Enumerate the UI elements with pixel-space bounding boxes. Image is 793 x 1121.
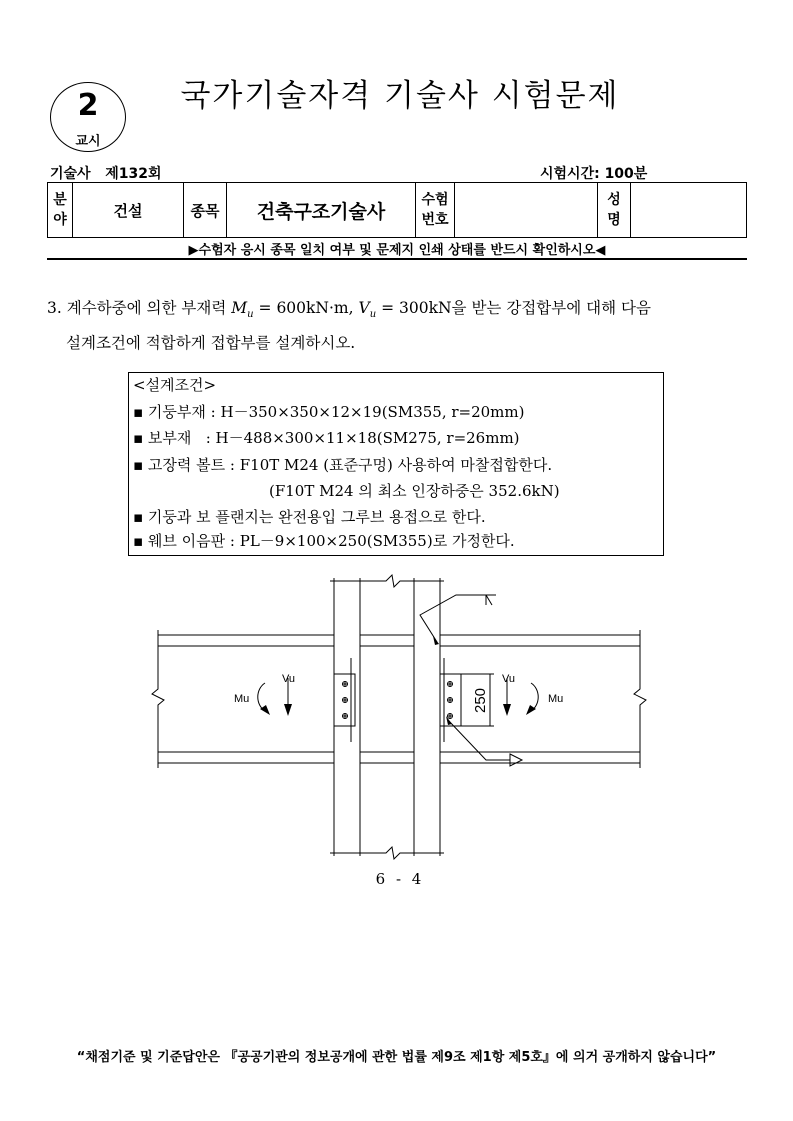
column-break-top <box>330 575 444 587</box>
exam-info-table <box>47 182 747 238</box>
moment-arrowhead-right <box>526 705 536 715</box>
category-value: 건축구조기술사 <box>227 183 416 238</box>
weld-symbol-bottom <box>510 754 522 766</box>
mu-subscript: u <box>247 309 254 321</box>
bolt-group-right <box>447 681 453 719</box>
connection-drawing <box>150 570 650 865</box>
conditions-title: <설계조건> <box>133 376 217 394</box>
header-divider <box>47 258 747 260</box>
field-label-bottom: 야 <box>53 212 67 228</box>
exam-number-label-bottom: 번호 <box>421 212 449 228</box>
vu-value: = 300kN <box>381 299 452 317</box>
field-label-cell <box>48 183 73 238</box>
dimension-label: 250 <box>472 687 489 713</box>
condition-beam: ▪ 보부재 : H－488×300×11×18(SM275, r=26mm) <box>133 429 520 447</box>
question-text-b: 을 받는 강접합부에 대해 다음 <box>451 299 651 317</box>
notice-text: ▶수험자 응시 종목 일치 여부 및 문제지 인쇄 상태를 반드시 확인하시오◀ <box>188 243 606 258</box>
exam-number-field[interactable] <box>455 183 598 238</box>
exam-title: 국가기술자격 기술사 시험문제 <box>180 78 620 114</box>
vu-symbol: V <box>358 299 370 317</box>
beam-break-right <box>634 630 646 768</box>
mu-value: = 600kN·m, <box>258 299 354 317</box>
field-label-top: 분 <box>53 192 67 208</box>
mu-symbol: M <box>231 299 248 317</box>
column-break-bottom <box>330 847 444 859</box>
moment-arrowhead-left <box>260 705 270 715</box>
name-label-bottom: 명 <box>607 212 621 228</box>
question-line-1 <box>47 298 651 325</box>
design-conditions-box <box>128 372 664 556</box>
condition-column: ▪ 기둥부재 : H－350×350×12×19(SM355, r=20mm) <box>133 403 525 421</box>
mu-label-left: Mu <box>234 693 250 705</box>
weld-arrowhead-bottom <box>446 716 452 725</box>
vu-label-left: Vu <box>282 673 296 685</box>
category-label: 종목 <box>184 183 227 238</box>
name-field[interactable] <box>631 183 747 238</box>
question-number: 3. <box>47 299 62 317</box>
condition-bolt-note: (F10T M24 의 최소 인장하중은 352.6kN) <box>269 482 560 500</box>
question-text-a: 계수하중에 의한 부재력 <box>66 299 227 317</box>
condition-bolt: ▪ 고장력 볼트 : F10T M24 (표준구멍) 사용하여 마찰접합한다. <box>133 456 553 474</box>
weld-symbol-top <box>486 595 492 605</box>
vu-label-right: Vu <box>502 673 516 685</box>
name-label-cell <box>598 183 631 238</box>
mu-label-right: Mu <box>548 693 564 705</box>
exam-time: 시험시간: 100분 <box>540 166 648 182</box>
shear-arrowhead-right <box>503 704 511 716</box>
footer-note: “채점기준 및 기준답안은 『공공기관의 정보공개에 관한 법률 제9조 제1항 제5호』에 의거 공개하지 않습니다” <box>76 1050 717 1065</box>
weld-arrowhead-top <box>433 636 439 645</box>
question-line-2: 설계조건에 적합하게 접합부를 설계하시오. <box>66 334 356 352</box>
exam-number-label-cell <box>416 183 455 238</box>
condition-splice-plate: ▪ 웨브 이음판 : PL－9×100×250(SM355)로 가정한다. <box>133 532 515 550</box>
shear-arrowhead-left <box>284 704 292 716</box>
name-label-top: 성 <box>607 192 621 208</box>
field-value: 건설 <box>73 183 184 238</box>
vu-subscript: u <box>369 309 377 321</box>
exam-number-label-top: 수험 <box>421 192 449 208</box>
beam-break-left <box>152 630 164 768</box>
exam-round: 기술사 제132회 <box>50 166 162 182</box>
condition-weld: ▪ 기둥과 보 플랜지는 완전용입 그루브 용접으로 한다. <box>133 508 486 526</box>
session-number: 2 <box>77 88 99 123</box>
session-label: 교시 <box>75 134 101 149</box>
bolt-group-left <box>342 681 348 719</box>
page-number: 6 - 4 <box>375 870 425 888</box>
